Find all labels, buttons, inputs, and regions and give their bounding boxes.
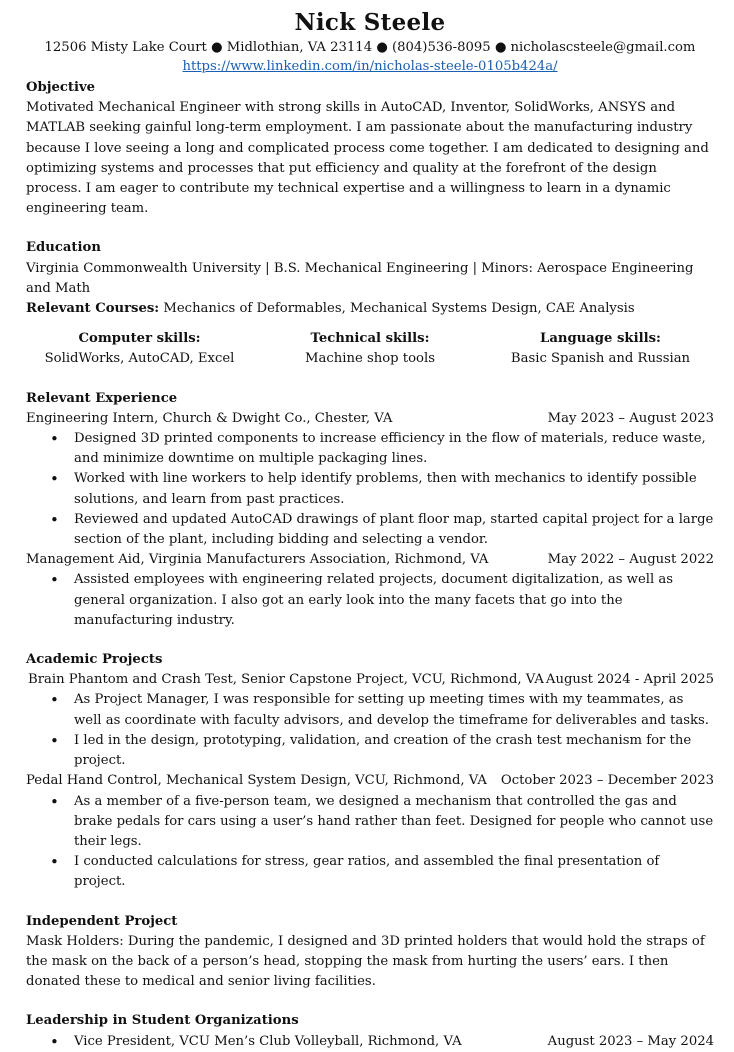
skills-value: Basic Spanish and Russian (510, 351, 691, 367)
skills-title: Computer skills: (78, 331, 201, 347)
leadership-bullets (26, 1032, 548, 1052)
job-dates: May 2023 – August 2023 (547, 410, 714, 426)
courses-list: Mechanics of Deformables, Mechanical Systems Design, CAE Analysis (163, 301, 635, 317)
project-bullets (26, 690, 714, 771)
project-row (26, 771, 714, 791)
job-role: Engineering Intern, Church & Dwight Co., Chester, VA (26, 410, 393, 426)
independent-text: Mask Holders: During the pandemic, I designed and 3D printed holders that would hold the straps of the mask on the back of a person’s head, stopping the mask from hurting the users’ ears. I then donated these to medical and senior living facilities. (26, 933, 705, 990)
skills-title: Technical skills: (310, 331, 430, 347)
education-school: Virginia Commonwealth University | B.S. Mechanical Engineering | Minors: Aerospace Engineering and Math (26, 260, 694, 296)
courses-label: Relevant Courses: (26, 301, 160, 317)
bullet-item: • Vice President, VCU Men’s Club Volleyball, Richmond, VA (26, 1032, 548, 1052)
skills-value: Machine shop tools (305, 351, 435, 367)
project-bullets (26, 792, 714, 893)
leadership-heading: Leadership in Student Organizations (26, 1013, 299, 1029)
job-bullets (26, 429, 714, 550)
skills-technical (256, 329, 483, 369)
job-bullets (26, 570, 714, 631)
project-role: Brain Phantom and Crash Test, Senior Capstone Project, VCU, Richmond, VA (28, 672, 544, 688)
bullet-item: • As Project Manager, I was responsible for setting up meeting times with my teammates, as well as coordinate with faculty advisors, and develop the timeframe for deliverables and tasks. (26, 690, 714, 730)
job-role: Management Aid, Virginia Manufacturers Association, Richmond, VA (26, 552, 489, 568)
job-row (26, 550, 714, 570)
skills-title: Language skills: (540, 331, 661, 347)
bullet-item: • I led in the design, prototyping, validation, and creation of the crash test mechanism for the project. (26, 731, 714, 771)
education-courses (26, 299, 714, 319)
bullet-item: • Assisted employees with engineering related projects, document digitalization, as well as general organization. I also got an early look into the many facets that go into the manufacturing industry. (26, 570, 714, 631)
bullet-item: • Worked with line workers to help identify problems, then with mechanics to identify possible solutions, and learn from past practices. (26, 469, 714, 509)
objective-heading: Objective (26, 80, 96, 95)
leadership-dates: August 2023 – May 2024 (547, 1033, 714, 1049)
contact-line: 12506 Misty Lake Court ● Midlothian, VA 23114 ● (804)536-8095 ● nicholascsteele@gmail.com (44, 40, 696, 55)
job-dates: May 2022 – August 2022 (547, 552, 714, 568)
candidate-name: Nick Steele (294, 9, 446, 36)
experience-heading: Relevant Experience (26, 390, 178, 406)
job-row (26, 409, 714, 429)
bullet-item: • As a member of a five-person team, we designed a mechanism that controlled the gas and brake pedals for cars using a user’s hand rather than feet. Designed for people who cannot use their legs. (26, 792, 714, 853)
education-heading: Education (26, 240, 101, 256)
skills-language (487, 329, 714, 369)
project-row (26, 670, 714, 690)
skills-section (26, 329, 714, 369)
project-role: Pedal Hand Control, Mechanical System Design, VCU, Richmond, VA (26, 773, 487, 789)
bullet-item: • Designed 3D printed components to increase efficiency in the flow of materials, reduce waste, and minimize downtime on multiple packaging lines. (26, 429, 714, 469)
bullet-item: • Reviewed and updated AutoCAD drawings of plant floor map, started capital project for a large section of the plant, including bidding and selecting a vendor. (26, 510, 714, 550)
independent-heading: Independent Project (26, 913, 178, 929)
leadership-row (26, 1032, 714, 1052)
projects-heading: Academic Projects (26, 652, 163, 668)
project-dates: August 2024 - April 2025 (545, 672, 714, 688)
project-dates: October 2023 – December 2023 (500, 773, 714, 789)
objective-text: Motivated Mechanical Engineer with strong skills in AutoCAD, Inventor, SolidWorks, ANSYS and MATLAB seeking gainful long-term employment. I am passionate about the manufacturing industry because I love seeing a long and complicated process come together. I am dedicated to designing and optimizing systems and processes that put efficiency and quality at the forefront of the design process. I am eager to contribute my technical expertise and a willingness to learn in a dynamic engineering team. (26, 100, 709, 217)
bullet-item: • I conducted calculations for stress, gear ratios, and assembled the final presentation of project. (26, 852, 714, 892)
skills-value: SolidWorks, AutoCAD, Excel (44, 351, 235, 367)
skills-computer (26, 329, 253, 369)
linkedin-link[interactable]: https://www.linkedin.com/in/nicholas-steele-0105b424a/ (182, 59, 558, 74)
